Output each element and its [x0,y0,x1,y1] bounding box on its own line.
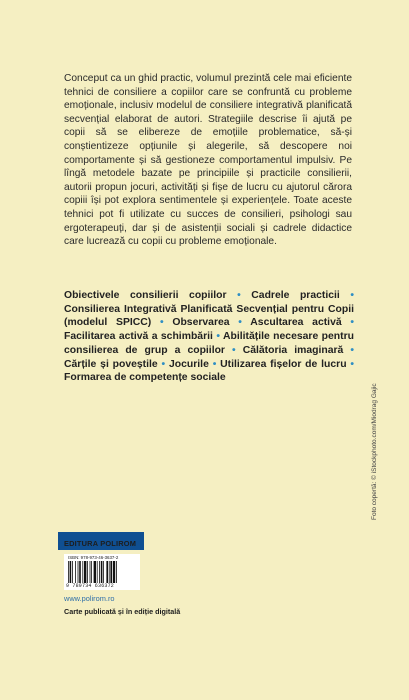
barcode-bar [110,561,112,583]
topic-bullet: • [350,344,354,356]
topic-item: Utilizarea fișelor de lucru [220,358,347,370]
barcode-bar [79,561,81,583]
topics-list [64,289,354,385]
topic-item: Observarea [172,317,230,329]
topic-item: Jocurile [169,358,209,370]
topic-item: Obiectivele consilierii copiilor [64,290,227,301]
publisher-website[interactable]: www.polirom.ro [64,594,115,603]
topic-bullet: • [216,331,220,343]
topic-item: Abilitățile necesare pentru consilierea de grup a copiilor [64,331,354,356]
barcode-bar [68,561,69,583]
barcode-bar [75,561,76,583]
topic-bullet: • [350,358,355,370]
barcode-bar [101,561,103,583]
barcode-bar [84,561,86,583]
barcode-bar [87,561,88,583]
photo-credit: Foto copertă: © iStockphoto.com/Miodrag Gajic [371,383,378,520]
barcode-bar [113,561,115,583]
barcode-bar [72,561,73,583]
topic-bullet: • [237,290,241,301]
topic-item: Cărțile și poveștile [64,358,158,370]
publisher-name: EDITURA POLIROM [64,539,137,548]
barcode-bar [106,561,108,583]
barcode-bar [70,561,72,583]
topic-bullet: • [350,317,354,329]
topic-bullet: • [238,317,242,329]
book-description: Conceput ca un ghid practic, volumul prezintă cele mai eficiente tehnici de consiliere a copiilor care se confruntă cu probleme emoționale, inclusiv modelul de consiliere integrativă planificată secvențial elaborat de autori. Strategiile descrise îi ajută pe copii să se elibereze de emoțiile problematice, să-și conștientizeze opțiunile și alegerile, să descopere noi comportamente și să gestioneze comportamentul impulsiv. Pe lîngă metodele bazate pe principiile și practicile consilierii, autorii propun jocuri, activități și fișe de lucru cu ajutorul cărora copiii își pot explora sentimentele și experiențele. Toate aceste tehnici pot fi utilizate cu succes de consilieri, psihologi sau ergoterapeuți, dar și de asistenții sociali și cadrele didactice care lucrează cu copii cu probleme emoționale. [64,73,352,248]
barcode-bar [99,561,100,583]
barcode-bar [97,561,98,583]
isbn-barcode [64,554,140,590]
barcode-bar [103,561,104,583]
isbn-label: ISBN: 978-973-46-3637-2 [68,555,119,560]
topic-item: Formarea de competențe sociale [64,372,226,384]
barcode-bar [116,561,117,583]
photo-credit-container [371,383,381,700]
topic-bullet: • [159,317,164,329]
barcode-bar [109,561,110,583]
barcode-bar [78,561,79,583]
barcode-bar [82,561,83,583]
topic-bullet: • [161,358,166,370]
barcode-bars [67,561,137,583]
topic-item: Consilierea Integrativă Planificată Secvențial pentru Copii (modelul SPICC) [64,303,354,329]
topic-item: Călătoria imaginară [242,344,344,356]
topic-item: Ascultarea activă [250,317,342,329]
topic-item: Facilitarea activă a schimbării [64,331,213,343]
barcode-bar [94,561,96,583]
digital-edition-note: Carte publicată și în ediție digitală [64,607,181,616]
topic-item: Cadrele practicii [251,290,340,301]
barcode-bar [91,561,92,583]
isbn-digits: 9 789734 636372 [66,583,115,589]
topic-bullet: • [212,358,217,370]
topic-bullet: • [232,344,236,356]
barcode-bar [90,561,91,583]
topic-bullet: • [350,290,354,301]
